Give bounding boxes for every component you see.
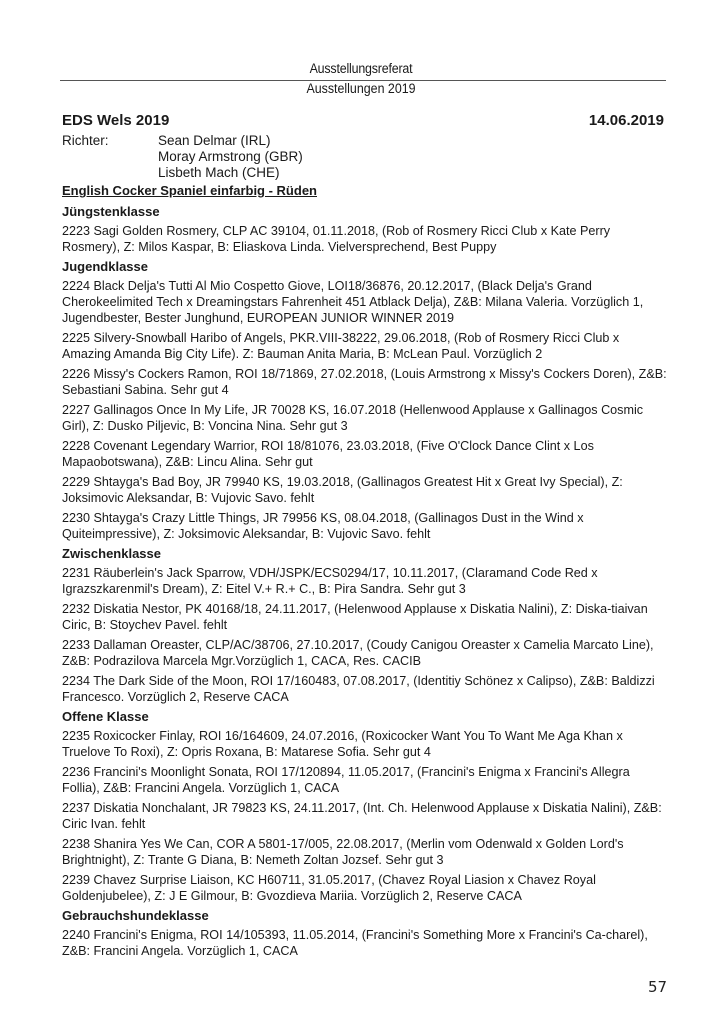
results-content: [62, 183, 667, 963]
judge-name: Moray Armstrong (GBR): [158, 149, 303, 164]
entry: 2233 Dallaman Oreaster, CLP/AC/38706, 27.10.2017, (Coudy Canigou Oreaster x Camelia Marcato Line), Z&B: Podrazilova Marcela Mgr.Vorzüglich 1, CACA, Res. CACIB: [62, 638, 654, 668]
class-heading: Jugendklasse: [62, 259, 148, 274]
class-heading: Gebrauchshundeklasse: [62, 908, 209, 923]
entry: 2239 Chavez Surprise Liaison, KC H60711, 31.05.2017, (Chavez Royal Liasion x Chavez Royal Goldenjubelee), Z: J E Gilmour, B: Gvozdieva Mariia. Vorzüglich 2, Reserve CACA: [62, 873, 596, 903]
judge-name: Sean Delmar (IRL): [158, 133, 271, 148]
entry: 2240 Francini's Enigma, ROI 14/105393, 11.05.2014, (Francini's Something More x Francini's Ca-charel), Z&B: Francini Angela. Vorzüglich 1, CACA: [62, 928, 648, 958]
judge-name: Lisbeth Mach (CHE): [158, 165, 280, 180]
page-number: 57: [648, 978, 668, 996]
class-section: [62, 709, 667, 904]
running-header-title: Ausstellungsreferat: [309, 61, 413, 76]
running-header-subtitle: Ausstellungen 2019: [306, 81, 416, 96]
class-section: [62, 546, 667, 705]
entry: 2227 Gallinagos Once In My Life, JR 70028 KS, 16.07.2018 (Hellenwood Applause x Gallinagos Cosmic Girl), Z: Dusko Piljevic, B: Voncina Nina. Sehr gut 3: [62, 403, 644, 433]
entry: 2225 Silvery-Snowball Haribo of Angels, PKR.VIII-38222, 29.06.2018, (Rob of Rosmery Ricci Club x Amazing Amanda Big City Life). Z: Bauman Anita Maria, B: McLean Paul. Vorzüglich 2: [62, 331, 620, 361]
entry: 2237 Diskatia Nonchalant, JR 79823 KS, 24.11.2017, (Int. Ch. Helenwood Applause x Diskatia Nalini), Z&B: Ciric Ivan. fehlt: [62, 801, 662, 831]
event-date: 14.06.2019: [588, 112, 664, 129]
class-heading: Jüngstenklasse: [62, 204, 160, 219]
entry: 2224 Black Delja's Tutti Al Mio Cospetto Giove, LOI18/36876, 20.12.2017, (Black Delja's Grand Cherokeelimited Tech x Dreamingstars Fahrenheit 451 Atblack Delja), Z&B: Milana Valeria. Vorzüglich 1, Jugendbester, Bester Junghund, EUROPEAN JUNIOR WINNER 2019: [62, 279, 644, 325]
entry: 2235 Roxicocker Finlay, ROI 16/164609, 24.07.2016, (Roxicocker Want You To Want Me Aga Khan x Truelove To Roxi), Z: Opris Roxana, B: Matarese Sofia. Sehr gut 4: [62, 729, 623, 759]
entry: 2232 Diskatia Nestor, PK 40168/18, 24.11.2017, (Helenwood Applause x Diskatia Nalini), Z: Diska-tiaivan Ciric, B: Stoychev Pavel. fehlt: [62, 602, 648, 632]
entry: 2238 Shanira Yes We Can, COR A 5801-17/005, 22.08.2017, (Merlin vom Odenwald x Golden Lord's Brightnight), Z: Trante G Diana, B: Nemeth Zoltan Jozsef. Sehr gut 3: [62, 837, 624, 867]
entry: 2228 Covenant Legendary Warrior, ROI 18/81076, 23.03.2018, (Five O'Clock Dance Clint x Los Mapaobotswana), Z&B: Lincu Alina. Sehr gut: [62, 439, 594, 469]
entry: 2234 The Dark Side of the Moon, ROI 17/160483, 07.08.2017, (Identitiy Schönez x Calipso), Z&B: Baldizzi Francesco. Vorzüglich 2, Reserve CACA: [62, 674, 655, 704]
entry: 2236 Francini's Moonlight Sonata, ROI 17/120894, 11.05.2017, (Francini's Enigma x Francini's Allegra Follia), Z&B: Francini Angela. Vorzüglich 1, CACA: [62, 765, 630, 795]
entry: 2229 Shtayga's Bad Boy, JR 79940 KS, 19.03.2018, (Gallinagos Greatest Hit x Great Ivy Special), Z: Joksimovic Aleksandar, B: Vujovic Savo. fehlt: [62, 475, 623, 505]
class-section: [62, 259, 667, 542]
event-title: EDS Wels 2019: [62, 112, 170, 129]
breed-heading: English Cocker Spaniel einfarbig - Rüden: [62, 183, 317, 198]
judges-list: [158, 133, 303, 181]
entry: 2231 Räuberlein's Jack Sparrow, VDH/JSPK/ECS0294/17, 10.11.2017, (Claramand Code Red x Igrazszkarenmil's Dream), Z: Eitel V.+ R.+ C., B: Pira Sandra. Sehr gut 3: [62, 566, 598, 596]
judges-label: Richter:: [62, 133, 109, 148]
entry: 2223 Sagi Golden Rosmery, CLP AC 39104, 01.11.2018, (Rob of Rosmery Ricci Club x Kate Perry Rosmery), Z: Milos Kaspar, B: Eliaskova Linda. Vielversprechend, Best Puppy: [62, 224, 611, 254]
entry: 2226 Missy's Cockers Ramon, ROI 18/71869, 27.02.2018, (Louis Armstrong x Missy's Cockers Doren), Z&B: Sebastiani Sabina. Sehr gut 4: [62, 367, 667, 397]
class-section: [62, 908, 667, 959]
class-heading: Zwischenklasse: [62, 546, 161, 561]
entry: 2230 Shtayga's Crazy Little Things, JR 79956 KS, 08.04.2018, (Gallinagos Dust in the Wind x Quiteimpressive), Z: Joksimovic Aleksandar, B: Vujovic Savo. fehlt: [62, 511, 584, 541]
class-section: [62, 204, 667, 255]
class-heading: Offene Klasse: [62, 709, 149, 724]
